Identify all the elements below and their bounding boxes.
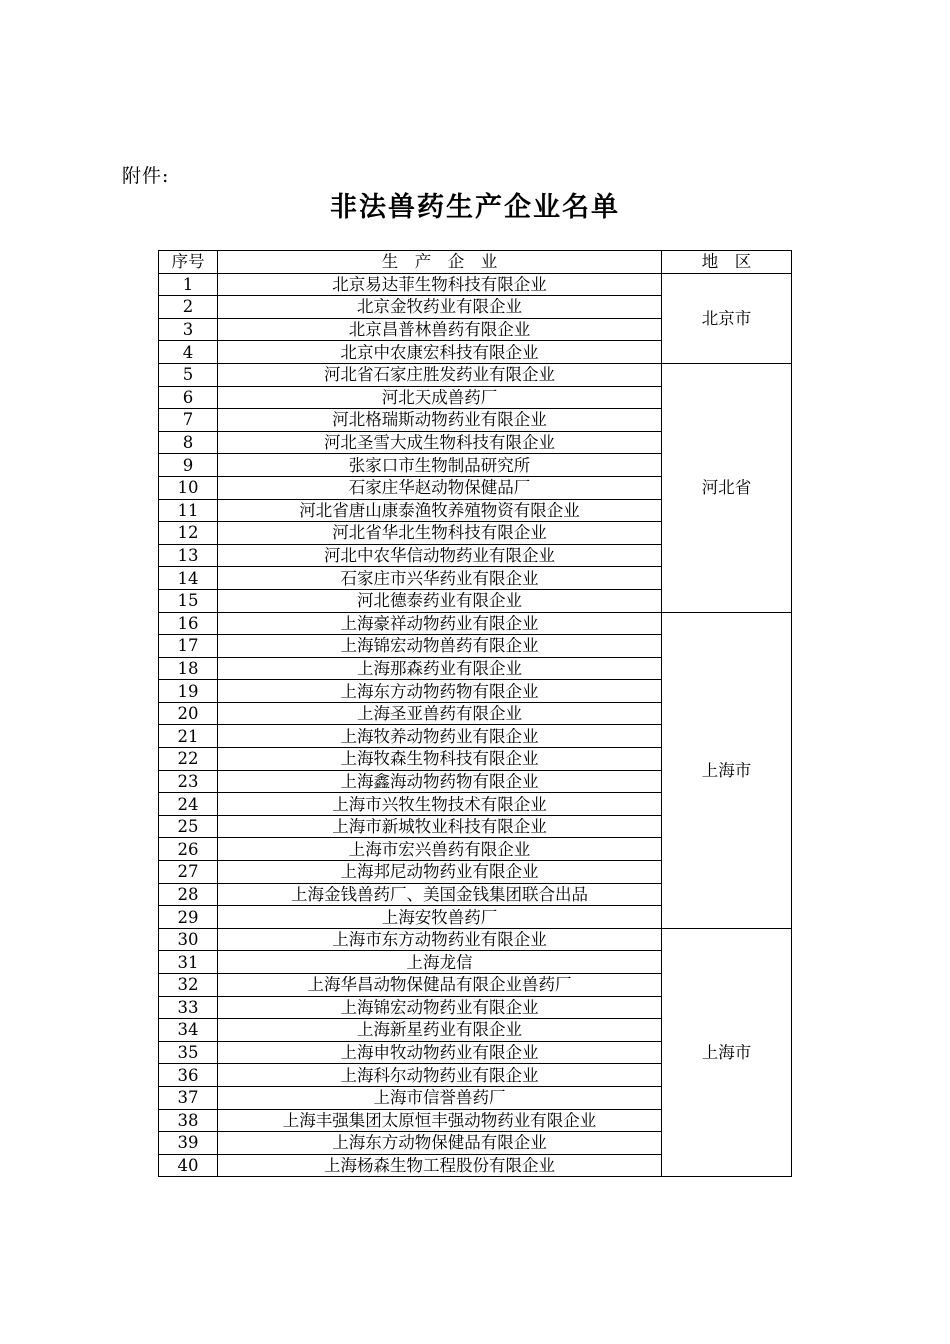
company-name: 石家庄市兴华药业有限企业	[218, 567, 662, 590]
row-number: 13	[159, 544, 218, 567]
company-name: 上海新星药业有限企业	[218, 1019, 662, 1042]
company-name: 上海牧养动物药业有限企业	[218, 725, 662, 748]
row-number: 6	[159, 386, 218, 409]
row-number: 31	[159, 951, 218, 974]
table-row	[159, 273, 792, 296]
company-name: 河北格瑞斯动物药业有限企业	[218, 409, 662, 432]
row-number: 14	[159, 567, 218, 590]
company-name: 上海豪祥动物药业有限企业	[218, 612, 662, 635]
company-name: 北京中农康宏科技有限企业	[218, 341, 662, 364]
row-number: 25	[159, 815, 218, 838]
company-name: 上海杨森生物工程股份有限企业	[218, 1154, 662, 1177]
company-name: 上海东方动物药物有限企业	[218, 680, 662, 703]
row-number: 3	[159, 318, 218, 341]
company-name: 北京易达菲生物科技有限企业	[218, 273, 662, 296]
row-number: 9	[159, 454, 218, 477]
row-number: 17	[159, 635, 218, 658]
company-name: 北京金牧药业有限企业	[218, 296, 662, 319]
row-number: 1	[159, 273, 218, 296]
company-name: 河北德泰药业有限企业	[218, 589, 662, 612]
company-name: 河北省石家庄胜发药业有限企业	[218, 363, 662, 386]
row-number: 33	[159, 996, 218, 1019]
row-number: 7	[159, 409, 218, 432]
row-number: 34	[159, 1019, 218, 1042]
row-number: 16	[159, 612, 218, 635]
row-number: 35	[159, 1041, 218, 1064]
region-cell: 上海市	[662, 928, 792, 1177]
row-number: 4	[159, 341, 218, 364]
company-name: 北京昌普林兽药有限企业	[218, 318, 662, 341]
row-number: 18	[159, 657, 218, 680]
company-name: 上海那森药业有限企业	[218, 657, 662, 680]
row-number: 27	[159, 861, 218, 884]
row-number: 22	[159, 748, 218, 771]
company-name: 上海申牧动物药业有限企业	[218, 1041, 662, 1064]
row-number: 38	[159, 1109, 218, 1132]
attachment-label: 附件:	[122, 165, 170, 187]
row-number: 26	[159, 838, 218, 861]
company-name: 上海锦宏动物兽药有限企业	[218, 635, 662, 658]
row-number: 32	[159, 974, 218, 997]
row-number: 37	[159, 1086, 218, 1109]
company-name: 上海市信誉兽药厂	[218, 1086, 662, 1109]
row-number: 19	[159, 680, 218, 703]
row-number: 28	[159, 883, 218, 906]
table-body	[159, 273, 792, 1177]
company-name: 河北中农华信动物药业有限企业	[218, 544, 662, 567]
company-name: 上海华昌动物保健品有限企业兽药厂	[218, 974, 662, 997]
company-name: 河北天成兽药厂	[218, 386, 662, 409]
company-name: 上海邦尼动物药业有限企业	[218, 861, 662, 884]
row-number: 10	[159, 476, 218, 499]
company-name: 石家庄华赵动物保健品厂	[218, 476, 662, 499]
row-number: 11	[159, 499, 218, 522]
company-name: 上海市兴牧生物技术有限企业	[218, 793, 662, 816]
region-cell: 河北省	[662, 363, 792, 612]
company-name: 上海锦宏动物药业有限企业	[218, 996, 662, 1019]
row-number: 5	[159, 363, 218, 386]
company-name: 上海金钱兽药厂、美国金钱集团联合出品	[218, 883, 662, 906]
company-name: 上海丰强集团太原恒丰强动物药业有限企业	[218, 1109, 662, 1132]
row-number: 36	[159, 1064, 218, 1087]
table-row	[159, 363, 792, 386]
row-number: 12	[159, 522, 218, 545]
row-number: 24	[159, 793, 218, 816]
company-name: 河北省唐山康泰渔牧养殖物资有限企业	[218, 499, 662, 522]
row-number: 2	[159, 296, 218, 319]
company-name: 上海东方动物保健品有限企业	[218, 1132, 662, 1155]
company-name: 上海市东方动物药业有限企业	[218, 928, 662, 951]
company-name: 上海龙信	[218, 951, 662, 974]
header-number: 序号	[159, 251, 218, 274]
row-number: 39	[159, 1132, 218, 1155]
region-cell: 北京市	[662, 273, 792, 363]
company-table	[158, 250, 792, 1177]
row-number: 15	[159, 589, 218, 612]
company-name: 上海牧森生物科技有限企业	[218, 748, 662, 771]
company-name: 河北圣雪大成生物科技有限企业	[218, 431, 662, 454]
header-company: 生 产 企 业	[218, 251, 662, 274]
company-name: 河北省华北生物科技有限企业	[218, 522, 662, 545]
company-name: 上海圣亚兽药有限企业	[218, 702, 662, 725]
company-name: 张家口市生物制品研究所	[218, 454, 662, 477]
page-title: 非法兽药生产企业名单	[330, 192, 620, 223]
company-name: 上海鑫海动物药物有限企业	[218, 770, 662, 793]
company-name: 上海安牧兽药厂	[218, 906, 662, 929]
company-name: 上海科尔动物药业有限企业	[218, 1064, 662, 1087]
table-row	[159, 612, 792, 635]
table-row	[159, 928, 792, 951]
header-region: 地 区	[662, 251, 792, 274]
row-number: 8	[159, 431, 218, 454]
row-number: 40	[159, 1154, 218, 1177]
company-name: 上海市宏兴兽药有限企业	[218, 838, 662, 861]
row-number: 29	[159, 906, 218, 929]
row-number: 20	[159, 702, 218, 725]
row-number: 23	[159, 770, 218, 793]
row-number: 21	[159, 725, 218, 748]
table-header-row	[159, 251, 792, 274]
region-cell: 上海市	[662, 612, 792, 928]
row-number: 30	[159, 928, 218, 951]
company-name: 上海市新城牧业科技有限企业	[218, 815, 662, 838]
